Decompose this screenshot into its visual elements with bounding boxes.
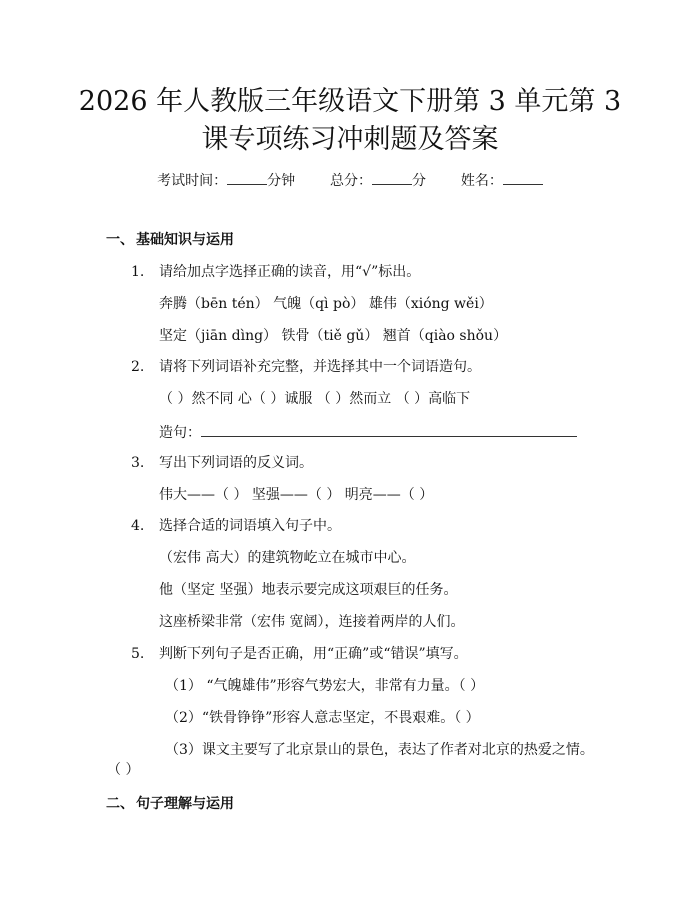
question-4 <box>131 517 341 535</box>
question-number: 2. <box>131 359 145 375</box>
section-number: 一、 <box>106 232 134 248</box>
question-5-answer-parentheses: （ ） <box>107 762 140 778</box>
question-2 <box>131 358 481 376</box>
document-title-line-2: 课专项练习冲刺题及答案 <box>201 124 499 155</box>
question-5-statement: （1） “气魄雄伟”形容气势宏大，非常有力量。（ ） <box>165 678 485 694</box>
section-title: 句子理解与运用 <box>136 796 234 812</box>
question-5-statement: （2）“铁骨铮铮”形容人意志坚定，不畏艰难。（ ） <box>165 710 480 726</box>
question-4-sentence: 这座桥梁非常（宏伟 宽阔），连接着两岸的人们。 <box>159 614 465 630</box>
question-1-option-line: 坚定（jiān dìng） 铁骨（tiě gǔ） 翘首（qiào shǒu） <box>159 328 508 344</box>
question-text: 请给加点字选择正确的读音，用“√”标出。 <box>159 264 421 280</box>
document-title-line-1: 2026 年人教版三年级语文下册第 3 单元第 3 <box>78 86 622 117</box>
question-1-option-line: 奔腾（bēn tén） 气魄（qì pò） 雄伟（xióng wěi） <box>159 296 493 312</box>
question-5-statement: （3）课文主要写了北京景山的景色，表达了作者对北京的热爱之情。 <box>165 742 594 758</box>
question-text: 请将下列词语补充完整，并选择其中一个词语造句。 <box>159 359 481 375</box>
section-title: 基础知识与运用 <box>136 232 234 248</box>
student-name-label: 姓名： <box>460 173 503 189</box>
section-heading <box>106 231 234 249</box>
question-4-sentence: （宏伟 高大）的建筑物屹立在城市中心。 <box>159 550 416 566</box>
question-number: 1. <box>131 264 145 280</box>
sentence-label: 造句： <box>159 425 201 441</box>
exam-time-label: 考试时间： <box>157 173 228 189</box>
sentence-answer-blank <box>201 422 577 437</box>
section-heading <box>106 795 234 813</box>
total-score-unit: 分 <box>412 173 426 189</box>
question-text: 选择合适的词语填入句子中。 <box>159 518 341 534</box>
question-number: 4. <box>131 518 145 534</box>
question-number: 3. <box>131 455 145 471</box>
section-number: 二、 <box>106 796 134 812</box>
question-text: 写出下列词语的反义词。 <box>159 455 313 471</box>
question-text: 判断下列句子是否正确，用“正确”或“错误”填写。 <box>159 646 468 662</box>
question-number: 5. <box>131 646 145 662</box>
total-score-label: 总分： <box>330 173 372 189</box>
question-2-fill-line: （ ）然不同 心（ ）诚服 （ ）然而立 （ ）高临下 <box>159 391 471 407</box>
question-1 <box>131 263 420 281</box>
question-3 <box>131 454 313 472</box>
question-4-sentence: 他（坚定 坚强）地表示要完成这项艰巨的任务。 <box>159 582 458 598</box>
student-name-blank <box>503 172 543 185</box>
exam-info-row <box>0 170 700 190</box>
total-score-blank <box>372 172 412 185</box>
question-3-antonym-line: 伟大——（ ） 坚强——（ ） 明亮——（ ） <box>159 487 434 503</box>
question-5 <box>131 645 468 663</box>
exam-time-blank <box>227 172 267 185</box>
sentence-answer-line <box>159 422 577 442</box>
exam-time-unit: 分钟 <box>267 173 296 189</box>
